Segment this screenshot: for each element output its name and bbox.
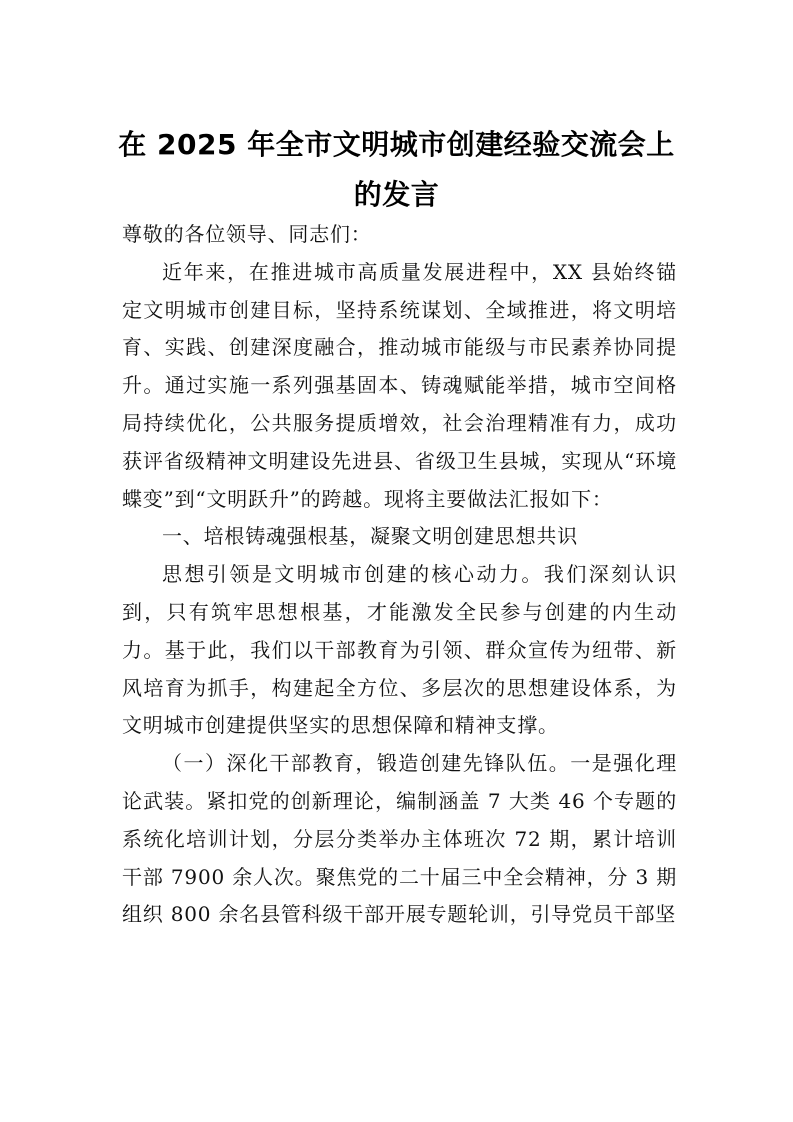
section-heading-1: 一、培根铸魂强根基，凝聚文明创建思想共识 bbox=[162, 524, 578, 549]
paragraph-section-1: 思想引领是文明城市创建的核心动力。我们深刻认识到，只有筑牢思想根基，才能激发全民参与创建的内生动力。基于此，我们以干部教育为引领、群众宣传为纽带、新风培育为抓手，构建起全方位、多层次的思想建设体系，为文明城市创建提供坚实的思想保障和精神支撑。 bbox=[122, 562, 677, 738]
document-title bbox=[110, 120, 683, 220]
title-line-2: 的发言 bbox=[353, 178, 440, 211]
title-line-1: 在 2025 年全市文明城市创建经验交流会上 bbox=[118, 128, 675, 161]
paragraph-intro: 近年来，在推进城市高质量发展进程中，XX 县始终锚定文明城市创建目标，坚持系统谋划、全域推进，将文明培育、实践、创建深度融合，推动城市能级与市民素养协同提升。通过实施一系列强基固本、铸魂赋能举措，城市空间格局持续优化，公共服务提质增效，社会治理精准有力，成功获评省级精神文明建设先进县、省级卫生县城，实现从“环境蝶变”到“文明跃升”的跨越。现将主要做法汇报如下： bbox=[122, 259, 677, 511]
document-body bbox=[122, 216, 677, 934]
salutation: 尊敬的各位领导、同志们： bbox=[122, 222, 372, 246]
paragraph-subsection-1: （一）深化干部教育，锻造创建先锋队伍。一是强化理论武装。紧扣党的创新理论，编制涵盖 7 大类 46 个专题的系统化培训计划，分层分类举办主体班次 72 期，累计培训干部 7900 余人次。聚焦党的二十届三中全会精神，分 3 期组织 800 余名县管科级干部开展专题轮训，引导党员干部坚 bbox=[122, 751, 677, 927]
